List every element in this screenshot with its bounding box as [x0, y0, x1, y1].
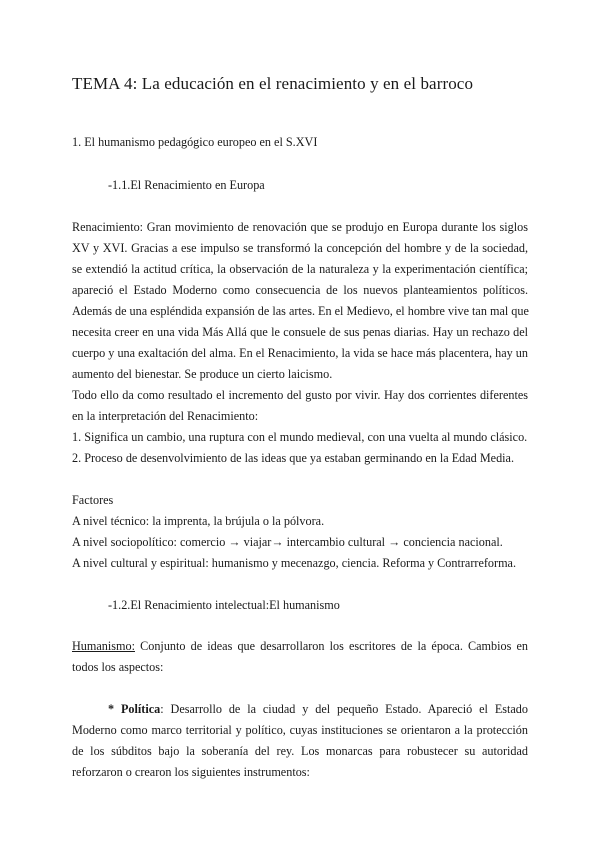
- paragraph-line: aumento del bienestar. Se produce un cierto laicismo.: [72, 367, 333, 381]
- politica-term: Política: [120, 702, 161, 716]
- paragraph-line: Renacimiento: Gran movimiento de renovación que se produjo en Europa durante los siglos: [72, 220, 528, 234]
- paragraph-line: Moderno como marco territorial y político, cuyas instituciones se orientaron a la protección: [72, 723, 528, 737]
- factores-heading: Factores: [72, 493, 114, 507]
- politica-line: [108, 701, 528, 717]
- factor-item: A nivel cultural y espiritual: humanismo y mecenazgo, ciencia. Reforma y Contrarreforma.: [72, 556, 517, 570]
- factor-item: A nivel sociopolítico: comercio → viajar→ intercambio cultural → conciencia nacional.: [72, 535, 503, 549]
- paragraph-line: XV y XVI. Gracias a ese impulso se transformó la concepción del hombre y de la sociedad,: [72, 241, 528, 255]
- paragraph-line: todos los aspectos:: [72, 660, 164, 674]
- list-item: 1. Significa un cambio, una ruptura con el mundo medieval, con una vuelta al mundo clásico.: [72, 430, 528, 444]
- section-heading-1: 1. El humanismo pedagógico europeo en el S.XVI: [72, 135, 318, 149]
- paragraph-line: cuerpo y una exaltación del alma. En el Renacimiento, la vida se hace más placentera, hay un: [72, 346, 528, 360]
- humanismo-definition: Conjunto de ideas que desarrollaron los escritores de la época. Cambios en: [134, 639, 528, 653]
- list-item: 2. Proceso de desenvolvimiento de las ideas que ya estaban germinando en la Edad Media.: [72, 451, 514, 465]
- factor-item: A nivel técnico: la imprenta, la brújula o la pólvora.: [72, 514, 325, 528]
- bullet-marker: *: [108, 702, 121, 716]
- humanismo-term: Humanismo:: [72, 639, 135, 653]
- humanismo-line: [72, 638, 528, 654]
- subsection-heading-1-1: -1.1.El Renacimiento en Europa: [108, 178, 265, 192]
- paragraph-line: apareció el Estado Moderno como consecuencia de los nuevos planteamientos políticos.: [72, 283, 528, 297]
- paragraph-line: necesita creer en una vida Más Allá que le consuele de sus penas diarias. Hay un rechazo del: [72, 325, 528, 339]
- paragraph-line: reforzaron o crearon los siguientes instrumentos:: [72, 765, 310, 779]
- politica-definition: : Desarrollo de la ciudad y del pequeño Estado. Apareció el Estado: [160, 702, 528, 716]
- paragraph-line: de los súbditos bajo la soberanía del rey. Los monarcas para robustecer su autoridad: [72, 744, 528, 758]
- paragraph-line: se extendió la actitud crítica, la observación de la naturaleza y la experimentación científica;: [72, 262, 528, 276]
- paragraph-line: Todo ello da como resultado el incremento del gusto por vivir. Hay dos corrientes diferentes: [72, 388, 528, 402]
- document-title: TEMA 4: La educación en el renacimiento y en el barroco: [72, 74, 474, 93]
- paragraph-line: Además de una espléndida expansión de las artes. En el Medievo, el hombre vive tan mal que: [72, 304, 529, 318]
- paragraph-line: en la interpretación del Renacimiento:: [72, 409, 259, 423]
- subsection-heading-1-2: -1.2.El Renacimiento intelectual:El humanismo: [108, 598, 340, 612]
